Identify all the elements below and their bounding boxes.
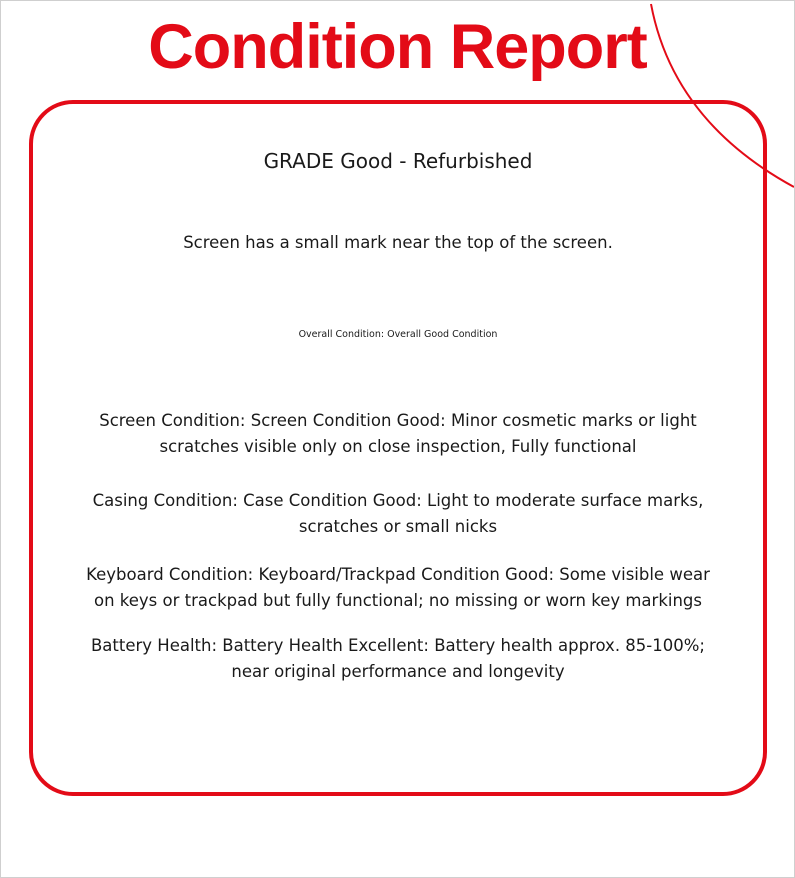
casing-condition (41, 488, 755, 540)
keyboard-condition-line-2: on keys or trackpad but fully functional; no missing or worn key markings (93, 591, 702, 610)
casing-condition-line-2: scratches or small nicks (298, 517, 498, 536)
battery-health-line-1: Battery Health: Battery Health Excellent: Battery health approx. 85-100%; (90, 636, 705, 655)
casing-condition-line-1: Casing Condition: Case Condition Good: Light to moderate surface marks, (92, 491, 704, 510)
screen-condition-line-1: Screen Condition: Screen Condition Good: Minor cosmetic marks or light (99, 411, 697, 430)
battery-health (41, 633, 755, 685)
report-title: Condition Report (148, 12, 647, 82)
grade-text: GRADE Good - Refurbished (263, 149, 533, 173)
battery-health-line-2: near original performance and longevity (231, 662, 565, 681)
condition-note: Screen has a small mark near the top of the screen. (183, 233, 613, 252)
overall-condition: Overall Condition: Overall Good Condition (298, 329, 498, 340)
keyboard-condition-line-1: Keyboard Condition: Keyboard/Trackpad Condition Good: Some visible wear (86, 565, 710, 584)
screen-condition-line-2: scratches visible only on close inspection, Fully functional (159, 437, 637, 456)
screen-condition (41, 408, 755, 460)
keyboard-condition (41, 562, 755, 614)
